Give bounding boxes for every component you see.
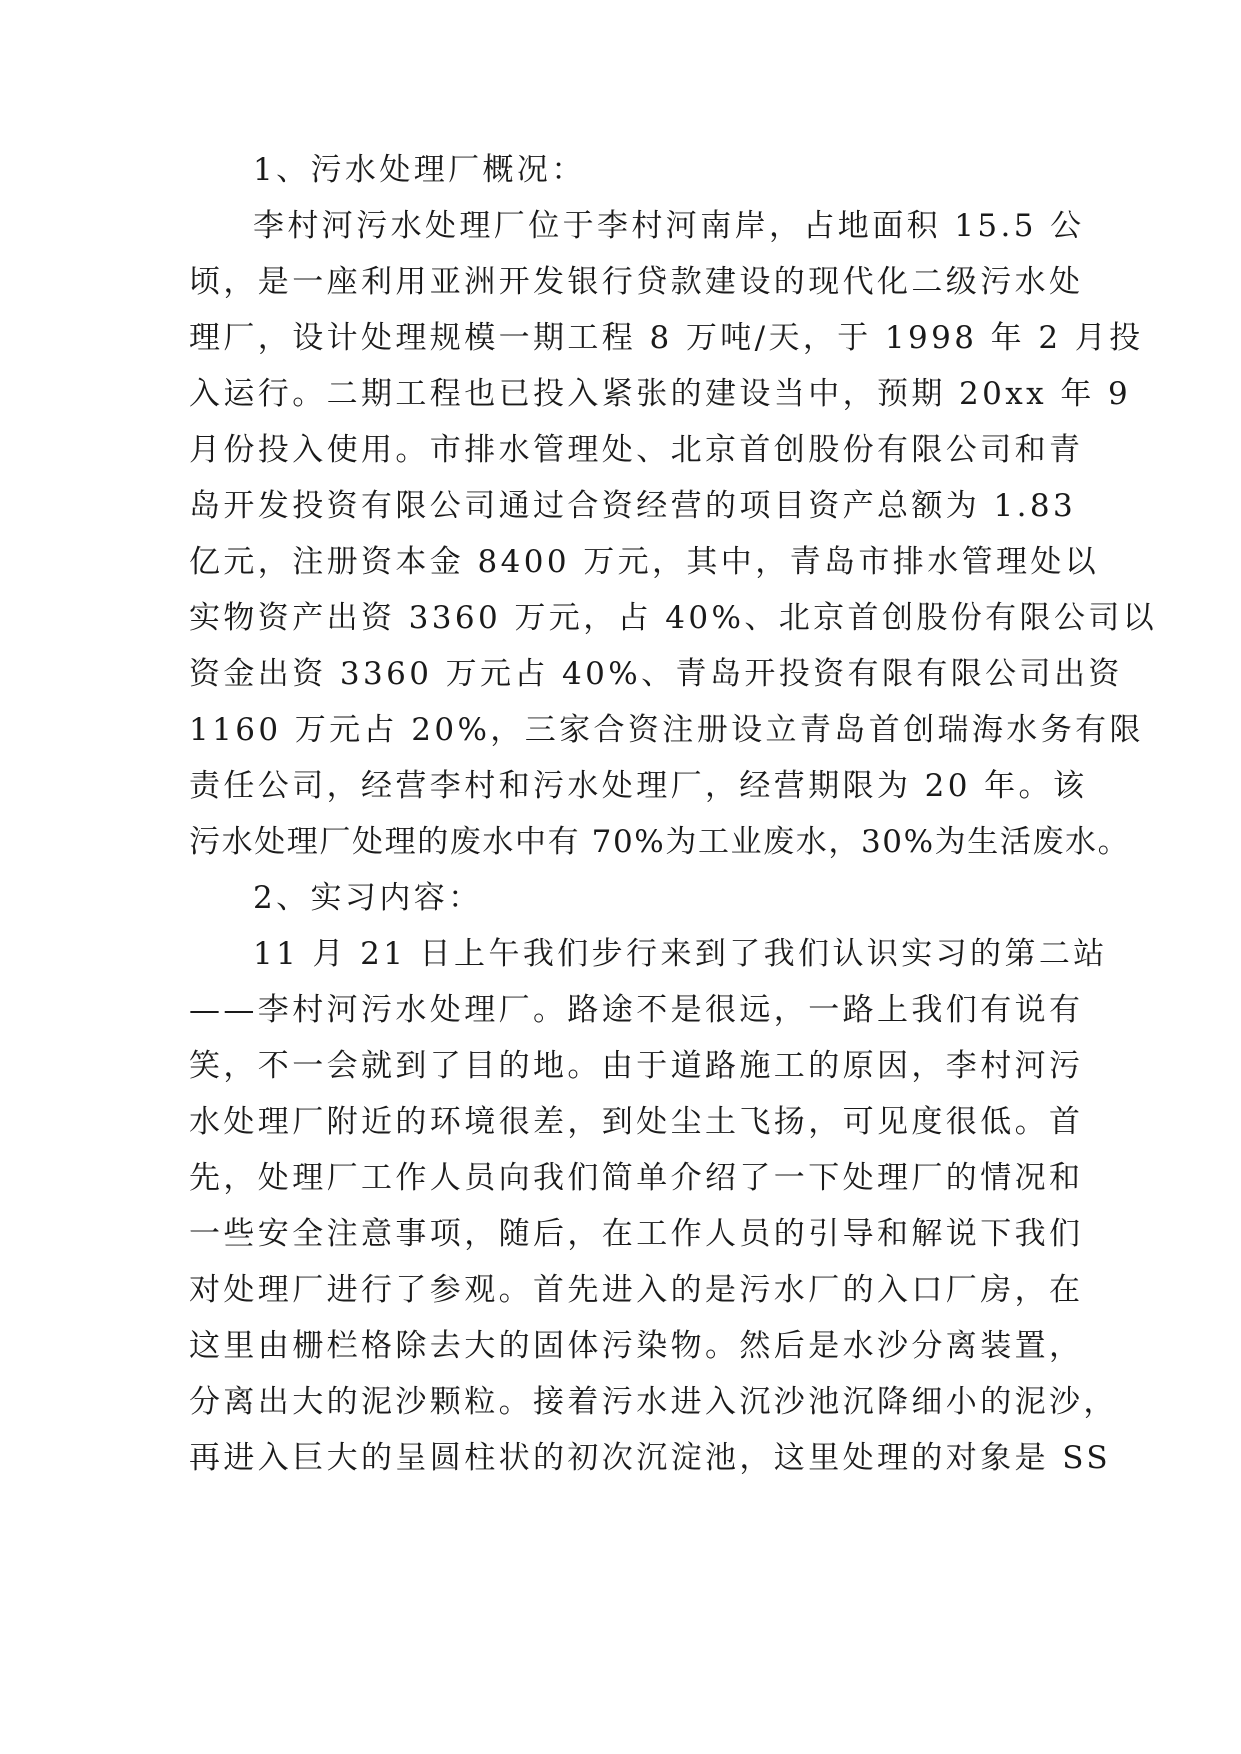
paragraph-line: 这里由栅栏格除去大的固体污染物。然后是水沙分离装置， bbox=[189, 1328, 1084, 1364]
paragraph-line: 先，处理厂工作人员向我们简单介绍了一下处理厂的情况和 bbox=[189, 1160, 1084, 1196]
paragraph-line: 入运行。二期工程也已投入紧张的建设当中，预期 20xx 年 9 bbox=[189, 376, 1132, 412]
paragraph-line: 理厂，设计处理规模一期工程 8 万吨/天，于 1998 年 2 月投 bbox=[189, 320, 1144, 356]
paragraph-line: 再进入巨大的呈圆柱状的初次沉淀池，这里处理的对象是 SS bbox=[189, 1440, 1111, 1476]
paragraph-line: 1160 万元占 20%，三家合资注册设立青岛首创瑞海水务有限 bbox=[189, 712, 1144, 748]
paragraph-line: 一些安全注意事项，随后，在工作人员的引导和解说下我们 bbox=[189, 1216, 1084, 1252]
paragraph-line: 李村河污水处理厂位于李村河南岸，占地面积 15.5 公 bbox=[253, 208, 1085, 244]
paragraph-line: 对处理厂进行了参观。首先进入的是污水厂的入口厂房，在 bbox=[189, 1272, 1084, 1308]
paragraph-line: 责任公司，经营李村和污水处理厂，经营期限为 20 年。该 bbox=[189, 768, 1088, 804]
paragraph-line: 顷，是一座利用亚洲开发银行贷款建设的现代化二级污水处 bbox=[189, 264, 1084, 300]
paragraph-line: 资金出资 3360 万元占 40%、青岛开投资有限有限公司出资 bbox=[189, 656, 1123, 692]
paragraph-line: 污水处理厂处理的废水中有 70%为工业废水，30%为生活废水。 bbox=[189, 824, 1131, 860]
section-heading-content: 2、实习内容： bbox=[253, 880, 483, 916]
paragraph-line: 分离出大的泥沙颗粒。接着污水进入沉沙池沉降细小的泥沙， bbox=[189, 1384, 1118, 1420]
paragraph-line: 水处理厂附近的环境很差，到处尘土飞扬，可见度很低。首 bbox=[189, 1104, 1084, 1140]
paragraph-line: ——李村河污水处理厂。路途不是很远，一路上我们有说有 bbox=[189, 992, 1084, 1028]
paragraph-line: 实物资产出资 3360 万元，占 40%、北京首创股份有限公司以 bbox=[189, 600, 1158, 636]
paragraph-line: 岛开发投资有限公司通过合资经营的项目资产总额为 1.83 bbox=[189, 488, 1077, 524]
paragraph-line: 亿元，注册资本金 8400 万元，其中，青岛市排水管理处以 bbox=[189, 544, 1100, 580]
section-heading-overview: 1、污水处理厂概况： bbox=[253, 152, 586, 188]
paragraph-line: 月份投入使用。市排水管理处、北京首创股份有限公司和青 bbox=[189, 432, 1084, 468]
paragraph-line: 笑，不一会就到了目的地。由于道路施工的原因，李村河污 bbox=[189, 1048, 1084, 1084]
paragraph-line: 11 月 21 日上午我们步行来到了我们认识实习的第二站 bbox=[253, 936, 1108, 972]
